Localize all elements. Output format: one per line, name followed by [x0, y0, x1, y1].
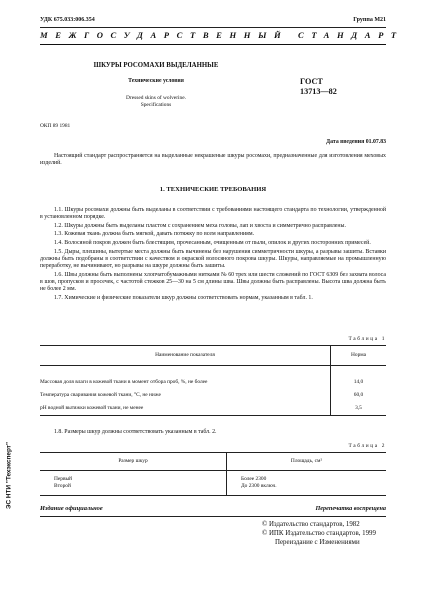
table-2-row-1-size: Первый [40, 471, 227, 483]
gost-label: ГОСТ [300, 77, 323, 86]
paragraph-1-5: 1.5. Дыры, плешины, вытертые места должны быть вычинены без нарушения симметричности шкуры, а разрывы зашиты. Вставки должны быть подобраны в соответствии с качеством и окраской волосяного покрова шкуры. Шкуры, направляемые на промышленную переработку, не вычинивают, но разрывы на шкуре должны быть зашиты. [40, 248, 386, 269]
udk-code: УДК 675.033:006.354 [40, 17, 95, 23]
table-1-caption: Таблица 1 [348, 336, 386, 342]
table-row [40, 471, 386, 483]
section-1-title: 1. ТЕХНИЧЕСКИЕ ТРЕБОВАНИЯ [159, 186, 267, 193]
copyright-block [262, 520, 376, 547]
table-1-col-norm: Норма [331, 346, 387, 366]
table-row [40, 366, 386, 389]
copyright-2: © ИПК Издательство стандартов, 1999 [262, 530, 376, 537]
table-1-header [40, 346, 386, 366]
table-1-row-2-value: 60,0 [353, 392, 364, 398]
table-1-row-3-value: 3,5 [331, 401, 387, 416]
table-1-row-1-name: Массовая доля влаги в кожевой ткани в момент отбора проб, %, не более [40, 366, 331, 389]
english-title-1: Dressed skins of wolverine. [126, 95, 186, 101]
table-2-col-size: Размер шкур [40, 453, 227, 471]
table-1-row-3-name: pH водной вытяжки кожевой ткани, не менее [40, 401, 331, 416]
requirements-body [40, 207, 386, 302]
intro-date: Дата введения 01.07.83 [326, 139, 386, 145]
table-row [40, 401, 386, 416]
reprint-notice: Перепечатка воспрещена [315, 505, 386, 512]
doc-subtitle: Технические условия [128, 78, 184, 84]
paragraph-1-4: 1.4. Волосяной покров должен быть блестящим, прочесанным, очищенным от пыли, опилок и других посторонних примесей. [54, 239, 371, 246]
banner-title: МЕЖГОСУДАРСТВЕННЫЙ СТАНДАРТ [40, 30, 404, 40]
english-title-2: Specifications [140, 102, 172, 108]
table-1 [40, 345, 386, 416]
paragraph-1-7: 1.7. Химические и физические показатели шкур должны соответствовать нормам, указанным в табл. 1. [54, 294, 313, 301]
table-2-caption: Таблица 2 [348, 443, 386, 449]
official-edition: Издание официальное [40, 505, 103, 512]
table-2-row-2-size: Второй [40, 483, 227, 496]
table-row [40, 483, 386, 496]
table-2-row-1-area: Более 2300 [241, 476, 267, 482]
table-1-col-name: Наименование показателя [40, 346, 331, 366]
gost-number: 13713—82 [300, 87, 337, 96]
table-row [40, 388, 386, 401]
table-2-col-area: Площадь, см² [227, 453, 387, 471]
header-rule-bottom [40, 44, 386, 45]
doc-title: ШКУРЫ РОСОМАХИ ВЫДЕЛАННЫЕ [93, 62, 219, 69]
table-2-row-2-area: До 2300 включ. [227, 483, 387, 496]
preamble: Настоящий стандарт распространяется на выделанные некрашеные шкуры росомахи, предназначенные для изготовления меховых изделий. [40, 153, 386, 167]
copyright-1: © Издательство стандартов, 1982 [262, 521, 360, 528]
okp-code: ОКП 89 1981 [40, 123, 71, 129]
table-2-header [40, 453, 386, 471]
header-rule-top [40, 27, 386, 28]
paragraph-1-3: 1.3. Кожевая ткань должна быть мягкой, давать потяжку по всем направлениям. [54, 231, 255, 238]
paragraph-1-2: 1.2. Шкуры должны быть выделаны пластом с сохранением меха головы, лап и хвоста и симметрично расправлены. [54, 222, 346, 229]
paragraph-1-1: 1.1. Шкуры росомахи должны быть выделаны в соответствии с требованиями настоящего стандарта по технологии, утвержденной в установленном порядке. [40, 207, 386, 221]
footer-rule [40, 516, 386, 517]
reissue-note: Переиздание с Изменениями [275, 539, 360, 546]
table-1-row-2-name: Температура сваривания кожевой ткани, °С, не ниже [40, 388, 331, 401]
paragraph-1-6: 1.6. Швы должны быть выполнены хлопчатобумажными нитками № 60 трех или шести сложений по ГОСТ 6309 без захвата волоса в шов, пропусков и просечек, с частотой стежков 25—30 на 5 см длины шва. Швы должны быть расправлены. Высота шва должна быть не более 2 мм. [40, 271, 386, 292]
side-stamp: ЭС НТИ "Техэксперт" [5, 442, 13, 509]
table-2 [40, 452, 386, 496]
group-code: Группа М21 [353, 17, 386, 23]
paragraph-1-8: 1.8. Размеры шкур должны соответствовать указанным в табл. 2. [54, 429, 217, 435]
table-1-row-1-value: 14,0 [353, 379, 364, 386]
